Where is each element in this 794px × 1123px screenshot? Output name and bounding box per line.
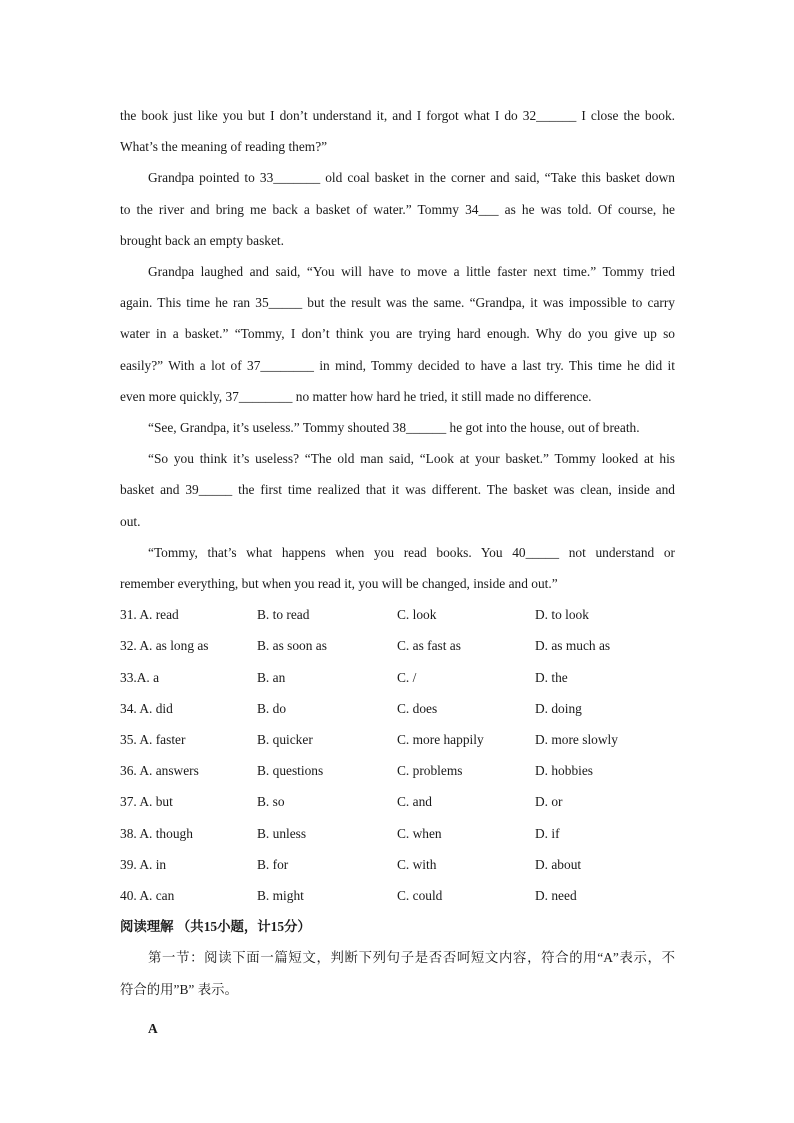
page-content <box>120 100 675 1044</box>
text-line: remember everything, but when you read it, you will be changed, inside and out.” <box>120 576 558 592</box>
option-a: 32. A. as long as <box>120 638 209 654</box>
question-32-options <box>120 630 675 661</box>
text-line: to the river and bring me back a basket of water.” Tommy 34___ as he was told. Of course, he <box>120 201 675 217</box>
text-line: Grandpa laughed and said, “You will have to move a little faster next time.” Tommy tried <box>148 264 675 280</box>
text-line: water in a basket.” “Tommy, I don’t think you are trying hard enough. Why do you give up so <box>120 326 675 342</box>
passage-paragraph-4 <box>120 412 675 443</box>
option-b: B. as soon as <box>257 638 327 654</box>
text-line: brought back an empty basket. <box>120 232 284 248</box>
text-line: What’s the meaning of reading them?” <box>120 139 328 155</box>
question-40-options <box>120 880 675 911</box>
option-c: C. as fast as <box>397 638 461 654</box>
option-a: 38. A. though <box>120 825 193 841</box>
passage-paragraph-6 <box>120 537 675 599</box>
option-d: D. to look <box>535 607 589 623</box>
option-a: 37. A. but <box>120 794 173 810</box>
passage-letter: A <box>148 1020 158 1036</box>
text-line: “So you think it’s useless? “The old man said, “Look at your basket.” Tommy looked at his <box>148 451 675 467</box>
question-35-options <box>120 724 675 755</box>
question-31-options <box>120 599 675 630</box>
option-c: C. problems <box>397 763 463 779</box>
text-line: 符合的用”B” 表示。 <box>120 981 238 997</box>
text-line: 第一节：阅读下面一篇短文，判断下列句子是否否呵短文内容，符合的用“A”表示，不 <box>148 950 675 966</box>
option-c: C. look <box>397 607 437 623</box>
question-39-options <box>120 849 675 880</box>
question-33-options <box>120 662 675 693</box>
section-instruction <box>120 942 675 1004</box>
option-a: 39. A. in <box>120 856 167 872</box>
option-b: B. do <box>257 700 287 716</box>
option-c: C. could <box>397 887 443 903</box>
question-38-options <box>120 818 675 849</box>
option-a: 36. A. answers <box>120 763 199 779</box>
option-d: D. need <box>535 887 577 903</box>
option-a: 40. A. can <box>120 887 175 903</box>
option-c: C. and <box>397 794 432 810</box>
option-b: B. for <box>257 856 289 872</box>
passage-paragraph-2 <box>120 162 675 256</box>
text-line: even more quickly, 37________ no matter how hard he tried, it still made no difference. <box>120 388 592 404</box>
option-b: B. to read <box>257 607 310 623</box>
option-d: D. or <box>535 794 563 810</box>
answer-options <box>120 599 675 911</box>
option-a: 34. A. did <box>120 700 173 716</box>
option-d: D. hobbies <box>535 763 594 779</box>
text-line: again. This time he ran 35_____ but the result was the same. “Grandpa, it was impossible to carry <box>120 295 675 311</box>
section-heading: 阅读理解 （共15小题，计15分） <box>120 919 311 935</box>
option-b: B. might <box>257 887 304 903</box>
text-line: the book just like you but I don’t understand it, and I forgot what I do 32______ I close the book. <box>120 108 675 123</box>
text-line: “Tommy, that’s what happens when you read books. You 40_____ not understand or <box>148 544 675 560</box>
option-d: D. the <box>535 669 568 685</box>
passage-paragraph-1 <box>120 100 675 162</box>
option-d: D. about <box>535 856 582 872</box>
question-34-options <box>120 693 675 724</box>
text-line: easily?” With a lot of 37________ in mind, Tommy decided to have a last try. This time he did it <box>120 357 675 373</box>
text-line: Grandpa pointed to 33_______ old coal basket in the corner and said, “Take this basket down <box>148 170 675 186</box>
option-c: C. when <box>397 825 442 841</box>
text-line: “See, Grandpa, it’s useless.” Tommy shouted 38______ he got into the house, out of breath. <box>148 420 640 436</box>
option-d: D. if <box>535 825 560 841</box>
option-b: B. an <box>257 669 286 685</box>
option-a: 35. A. faster <box>120 732 186 747</box>
option-d: D. more slowly <box>535 732 618 747</box>
passage-paragraph-3 <box>120 256 675 412</box>
option-d: D. doing <box>535 700 582 716</box>
question-36-options <box>120 755 675 786</box>
passage-paragraph-5 <box>120 443 675 537</box>
option-b: B. so <box>257 794 285 810</box>
option-b: B. quicker <box>257 732 313 747</box>
option-c: C. more happily <box>397 732 484 747</box>
option-a: 33.A. a <box>120 669 160 685</box>
option-a: 31. A. read <box>120 607 179 623</box>
option-b: B. questions <box>257 763 324 779</box>
text-line: out. <box>120 513 141 529</box>
option-d: D. as much as <box>535 638 611 654</box>
option-c: C. / <box>397 669 417 685</box>
option-b: B. unless <box>257 825 307 841</box>
option-c: C. does <box>397 700 438 716</box>
text-line: basket and 39_____ the first time realized that it was different. The basket was clean, inside and <box>120 482 675 498</box>
question-37-options <box>120 786 675 817</box>
option-c: C. with <box>397 856 437 872</box>
